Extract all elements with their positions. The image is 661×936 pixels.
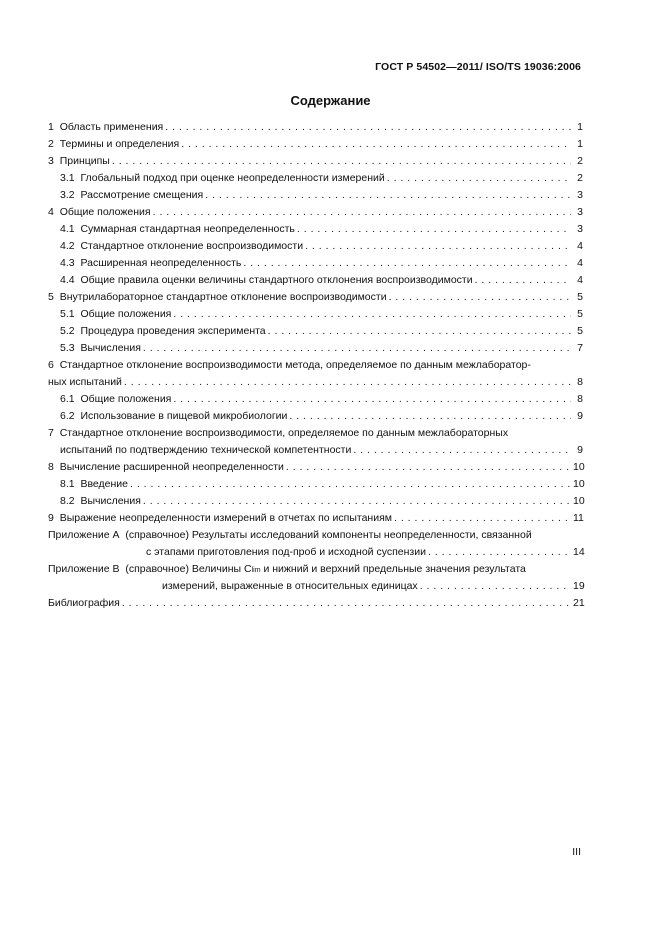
toc-page: 5 [577, 325, 583, 337]
toc-entry-9[interactable] [48, 510, 583, 527]
leader-dots [165, 119, 571, 136]
toc-page: 5 [577, 291, 583, 303]
toc-page: 8 [577, 376, 583, 388]
toc-page: 1 [577, 121, 583, 133]
toc-entry-7[interactable] [48, 425, 583, 459]
toc-page: 4 [577, 257, 583, 269]
toc-page: 11 [573, 512, 584, 524]
toc-title-continued: ных испытаний [48, 376, 122, 388]
toc-number: 9 [48, 512, 54, 524]
toc-entry-3[interactable] [48, 153, 583, 170]
toc-number: 8 [48, 461, 54, 473]
toc-page: 19 [573, 580, 585, 592]
toc-title: Расширенная неопределенность [80, 257, 242, 269]
leader-dots [428, 544, 571, 561]
toc-title: Общие положения [80, 393, 172, 405]
leader-dots [387, 170, 571, 187]
toc-number: 3.2 [60, 189, 75, 201]
toc-title-continued: испытаний по подтверждению технической компетентности [60, 444, 352, 456]
toc-entry-1[interactable] [48, 119, 583, 136]
toc-number: 2 [48, 138, 54, 150]
toc-entry-5-3[interactable] [48, 340, 583, 357]
toc-page: 1 [577, 138, 583, 150]
toc-entry-3-2[interactable] [48, 187, 583, 204]
leader-dots [143, 493, 571, 510]
toc-page: 10 [573, 478, 585, 490]
toc-entry-4-4[interactable] [48, 272, 583, 289]
toc-number: 4 [48, 206, 54, 218]
leader-dots [122, 595, 571, 612]
subscript: lim [251, 567, 261, 574]
leader-dots [420, 578, 571, 595]
toc-number: 4.1 [60, 223, 75, 235]
toc-title: Принципы [59, 155, 110, 167]
toc-title: Общие положения [59, 206, 151, 218]
toc-page: 9 [577, 410, 583, 422]
leader-dots [112, 153, 571, 170]
toc-page: 10 [573, 461, 585, 473]
toc-title: Область применения [59, 121, 164, 133]
toc-number: 5 [48, 291, 54, 303]
toc-entry-4-2[interactable] [48, 238, 583, 255]
toc-title: Стандартное отклонение воспроизводимости [80, 240, 304, 252]
toc-page: 2 [577, 172, 583, 184]
toc-page: 4 [577, 240, 583, 252]
toc-title: Вычисления [80, 495, 141, 507]
toc-entry-5-2[interactable] [48, 323, 583, 340]
toc-title: Введение [80, 478, 128, 490]
toc-page: 4 [577, 274, 583, 286]
toc-page: 9 [577, 444, 583, 456]
leader-dots [130, 476, 571, 493]
toc-title: Внутрилабораторное стандартное отклонение воспроизводимости [59, 291, 387, 303]
toc-page: 10 [573, 495, 585, 507]
toc-number: Приложение В [48, 563, 120, 575]
toc-number: 4.4 [60, 274, 75, 286]
toc-entry-5-1[interactable] [48, 306, 583, 323]
toc-page: 3 [577, 206, 583, 218]
toc-page: 5 [577, 308, 583, 320]
toc-number: 6.1 [60, 393, 75, 405]
toc-title: Стандартное отклонение воспроизводимости, определяемое по данным межлабораторных [59, 427, 509, 439]
toc-number: 8.2 [60, 495, 75, 507]
toc-title: Библиография [48, 597, 120, 609]
leader-dots [124, 374, 571, 391]
toc-entry-5[interactable] [48, 289, 583, 306]
toc-page: 8 [577, 393, 583, 405]
toc-number: 7 [48, 427, 54, 439]
toc-entry-6-1[interactable] [48, 391, 583, 408]
toc-entry-4[interactable] [48, 204, 583, 221]
leader-dots [268, 323, 571, 340]
toc-number: 3 [48, 155, 54, 167]
toc-title: Общие правила оценки величины стандартного отклонения воспроизводимости [80, 274, 473, 286]
toc-title-rest: и нижний и верхний предельные значения результата [260, 563, 526, 575]
leader-dots [389, 289, 571, 306]
toc-title: (справочное) Величины C [125, 563, 252, 575]
toc-title: (справочное) Результаты исследований компоненты неопределенности, связанной [125, 529, 532, 541]
toc-entry-4-3[interactable] [48, 255, 583, 272]
toc-entry-6[interactable] [48, 357, 583, 391]
toc-entry-8-2[interactable] [48, 493, 583, 510]
toc-entry-appendix-a[interactable] [48, 527, 583, 561]
toc-title: Процедура проведения эксперимента [80, 325, 266, 337]
leader-dots [297, 221, 571, 238]
toc-number: 1 [48, 121, 54, 133]
toc-title: Вычисления [80, 342, 141, 354]
leader-dots [143, 340, 571, 357]
leader-dots [153, 204, 571, 221]
toc-number: 5.3 [60, 342, 75, 354]
toc-number: 5.2 [60, 325, 75, 337]
toc-title: Рассмотрение смещения [80, 189, 204, 201]
toc-title: Суммарная стандартная неопределенность [80, 223, 295, 235]
toc-title: Выражение неопределенности измерений в отчетах по испытаниям [59, 512, 393, 524]
toc-number: 4.2 [60, 240, 75, 252]
toc-title: Вычисление расширенной неопределенности [59, 461, 284, 473]
document-header: ГОСТ Р 54502—2011/ ISO/TS 19036:2006 [375, 61, 581, 73]
leader-dots [205, 187, 571, 204]
toc-title: Общие положения [80, 308, 172, 320]
toc-page: 7 [577, 342, 583, 354]
toc-page: 14 [573, 546, 585, 558]
leader-dots [286, 459, 571, 476]
toc-title-continued: с этапами приготовления под-проб и исходной суспензии [146, 546, 426, 558]
toc-page: 3 [577, 223, 583, 235]
toc-page: 3 [577, 189, 583, 201]
leader-dots [173, 391, 571, 408]
toc-number: 4.3 [60, 257, 75, 269]
toc-number: Приложение А [48, 529, 120, 541]
toc-number: 6.2 [60, 410, 75, 422]
toc-entry-2[interactable] [48, 136, 583, 153]
toc-entry-6-2[interactable] [48, 408, 583, 425]
leader-dots [289, 408, 571, 425]
leader-dots [394, 510, 571, 527]
toc-number: 6 [48, 359, 54, 371]
toc-entry-8-1[interactable] [48, 476, 583, 493]
leader-dots [173, 306, 571, 323]
toc-entry-4-1[interactable] [48, 221, 583, 238]
leader-dots [353, 442, 571, 459]
page-number: III [572, 846, 581, 858]
toc-number: 5.1 [60, 308, 75, 320]
table-of-contents [48, 119, 583, 612]
toc-entry-8[interactable] [48, 459, 583, 476]
leader-dots [243, 255, 571, 272]
toc-title: Термины и определения [59, 138, 180, 150]
toc-entry-appendix-b[interactable] [48, 561, 583, 595]
toc-title: Глобальный подход при оценке неопределенности измерений [80, 172, 385, 184]
page-title: Содержание [290, 93, 371, 108]
leader-dots [181, 136, 571, 153]
toc-title-continued: измерений, выраженные в относительных единицах [162, 580, 418, 592]
toc-page: 21 [573, 597, 585, 609]
toc-page: 2 [577, 155, 583, 167]
leader-dots [475, 272, 571, 289]
toc-title: Использование в пищевой микробиологии [80, 410, 288, 422]
toc-number: 3.1 [60, 172, 75, 184]
toc-entry-bibliography[interactable] [48, 595, 583, 612]
toc-entry-3-1[interactable] [48, 170, 583, 187]
leader-dots [305, 238, 571, 255]
toc-title: Стандартное отклонение воспроизводимости метода, определяемое по данным межлаборатор- [59, 359, 531, 371]
toc-number: 8.1 [60, 478, 75, 490]
